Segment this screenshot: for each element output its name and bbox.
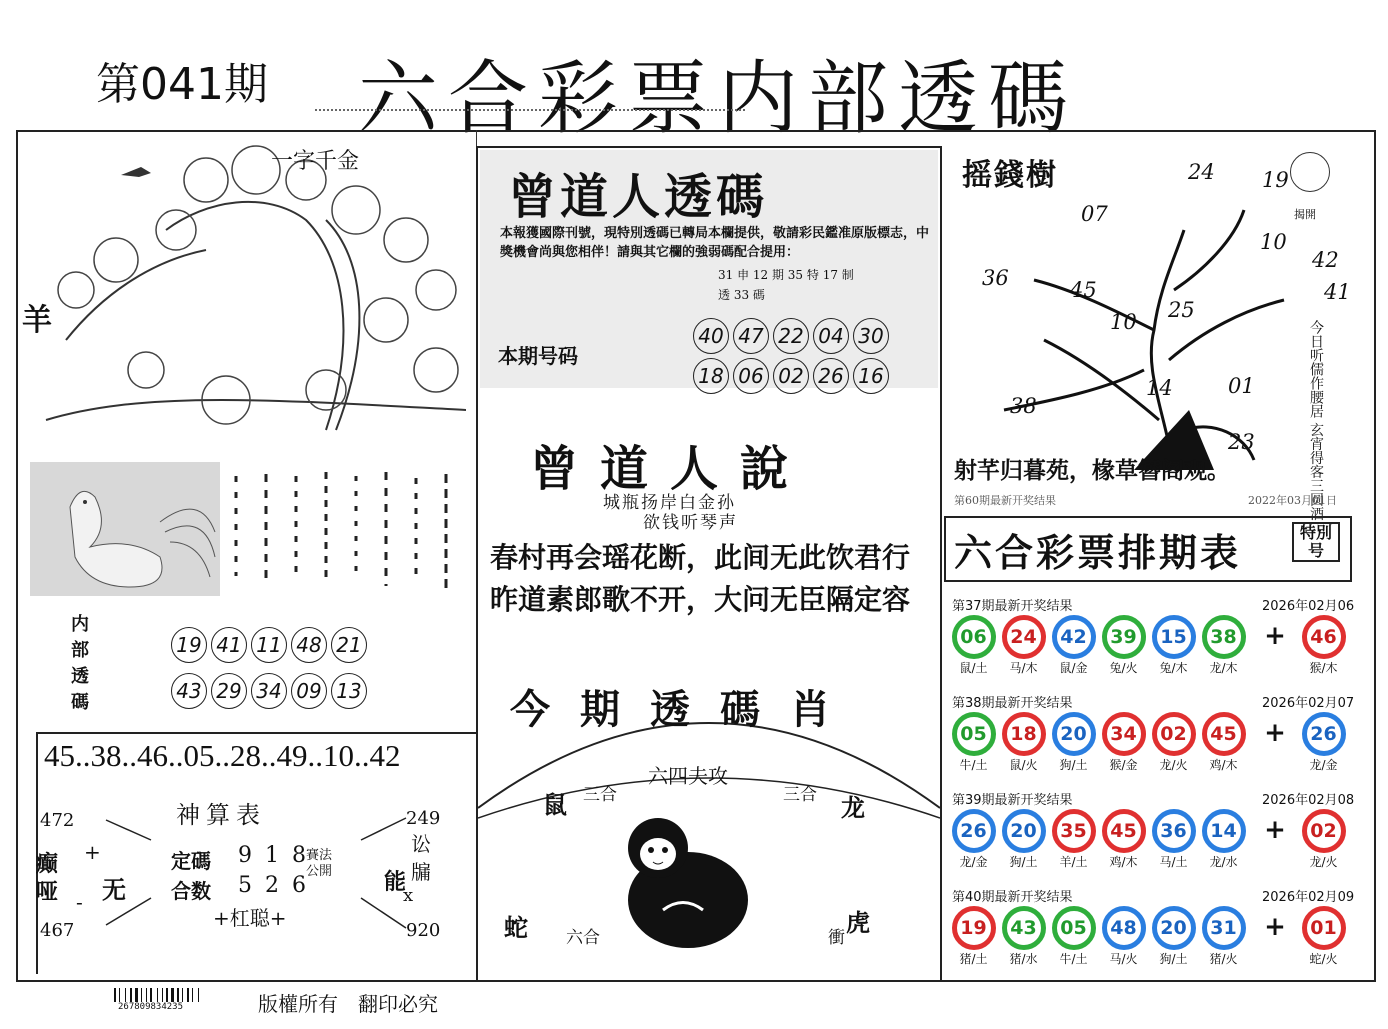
tree-num: 23 xyxy=(1228,430,1255,454)
x-mark: x xyxy=(403,885,414,906)
plus-mark: + xyxy=(84,840,101,864)
lottery-ball: 20 xyxy=(1152,906,1196,950)
zodiac-label: 马/土 xyxy=(1159,855,1188,869)
sanhe-left: 三合 xyxy=(583,785,617,805)
plus-separator: + xyxy=(1264,718,1286,748)
zodiac-label: 猪/水 xyxy=(1009,952,1038,966)
lottery-ball: 19 xyxy=(952,906,996,950)
lottery-ball: 20 xyxy=(1002,809,1046,853)
monkey-icon xyxy=(613,810,753,950)
char-long: 龙 xyxy=(841,793,865,822)
ball-cell xyxy=(950,809,997,870)
result-date: 2026年02月07 xyxy=(1262,696,1355,711)
zeng-ball: 18 xyxy=(693,358,729,394)
barcode-bar xyxy=(187,988,189,1002)
num-249: 249 xyxy=(406,808,441,829)
ball-cell xyxy=(1300,712,1347,773)
ball-cell xyxy=(1200,809,1247,870)
ball-cell xyxy=(1150,615,1197,676)
lottery-ball: 48 xyxy=(1102,906,1146,950)
tree-label: 一字千金 xyxy=(271,149,360,174)
lottery-ball: 35 xyxy=(1052,809,1096,853)
ball-cell xyxy=(950,906,997,967)
inner-ball: 19 xyxy=(171,627,207,663)
inner-ball: 43 xyxy=(171,673,207,709)
copyright: 版權所有 翻印必究 xyxy=(258,992,438,1016)
zeng-says-title: 曾道人說 xyxy=(530,441,811,497)
zodiac-label: 马/火 xyxy=(1109,952,1138,966)
tree-num: 41 xyxy=(1324,280,1351,304)
result-date: 2026年02月09 xyxy=(1262,890,1355,905)
zodiac-label: 兔/火 xyxy=(1109,661,1138,675)
shensuan-title: 神算表 xyxy=(176,801,266,829)
barcode-bar xyxy=(150,988,152,1002)
barcode-bar xyxy=(198,988,199,1002)
main-title: 六合彩票内部透碼 xyxy=(358,52,1078,145)
barcode-bar xyxy=(157,988,158,1002)
minus-mark: - xyxy=(76,890,83,914)
ball-cell xyxy=(1300,906,1347,967)
heshu-digits: 5 2 6 xyxy=(238,873,309,898)
tree-num: 10 xyxy=(1260,230,1287,254)
zodiac-label: 鼠/金 xyxy=(1059,661,1088,675)
ball-cell xyxy=(1100,906,1147,967)
char-she: 蛇 xyxy=(504,913,528,942)
poem-line-2: 昨道素郎歌不开，大问无臣隔定容 xyxy=(490,583,911,616)
ball-cell xyxy=(1150,809,1197,870)
left-chars: 癫 哑 xyxy=(36,851,59,905)
barcode-bar xyxy=(192,988,193,1002)
lottery-ball: 36 xyxy=(1152,809,1196,853)
char-hu: 虎 xyxy=(846,908,870,937)
barcode-bar xyxy=(130,988,132,1002)
ball-cell xyxy=(1200,615,1247,676)
lottery-ball: 26 xyxy=(952,809,996,853)
zodiac-label: 龙/金 xyxy=(959,855,988,869)
zeng-ball: 22 xyxy=(773,318,809,354)
zodiac-label: 猴/金 xyxy=(1109,758,1138,772)
result-row xyxy=(950,886,1360,983)
inner-ball: 34 xyxy=(251,673,287,709)
result-row xyxy=(950,789,1360,886)
tree-num: 01 xyxy=(1228,374,1255,398)
zeng-line-1: 城瓶扬岸白金孙 xyxy=(603,493,736,513)
zeng-ball: 40 xyxy=(693,318,729,354)
lottery-ball: 01 xyxy=(1302,906,1346,950)
ball-cell xyxy=(1000,615,1047,676)
result-date: 2026年02月06 xyxy=(1262,599,1355,614)
tiny-right: 2022年03月01日 xyxy=(1248,494,1337,507)
tree-num: 36 xyxy=(982,266,1009,290)
lottery-ball: 39 xyxy=(1102,615,1146,659)
right-chars-2: 讼 牖 xyxy=(411,832,431,884)
liusi: 六四夫攻 xyxy=(648,764,728,788)
number-sequence: 45..38..46..05..28..49..10..42 xyxy=(44,738,401,773)
zeng-notice: 本報獲國際刊號，現特別透碼已轉局本欄提供，敬請彩民鑑准原版標志，中獎機會尚與您相伴！請與其它欄的強弱碼配合提用： xyxy=(500,226,930,260)
num-472: 472 xyxy=(40,810,75,831)
inner-ball: 11 xyxy=(251,627,287,663)
lottery-ball: 46 xyxy=(1302,615,1346,659)
left-column xyxy=(16,130,477,978)
zodiac-label: 兔/木 xyxy=(1159,661,1188,675)
zeng-ball: 16 xyxy=(853,358,889,394)
lottery-ball: 05 xyxy=(1052,906,1096,950)
zeng-ball: 30 xyxy=(853,318,889,354)
result-title: 第37期最新开奖结果 xyxy=(952,599,1073,614)
lottery-ball: 31 xyxy=(1202,906,1246,950)
tree-verse: 今日听儒作腰居 玄宵得客三圆酒 xyxy=(1308,320,1324,521)
zodiac-label: 龙/水 xyxy=(1209,855,1238,869)
middle-column xyxy=(476,146,942,982)
lottery-ball: 18 xyxy=(1002,712,1046,756)
right-char: 能 xyxy=(384,869,407,895)
ball-cell xyxy=(1050,809,1097,870)
heshu-label: 合数 xyxy=(171,879,211,903)
num-920: 920 xyxy=(406,920,441,941)
result-row xyxy=(950,692,1360,789)
zodiac-label: 龙/火 xyxy=(1159,758,1188,772)
rooster-icon xyxy=(30,462,220,596)
tiny-left: 第60期最新开奖结果 xyxy=(954,494,1056,507)
zeng-line-2: 欲钱听琴声 xyxy=(643,513,738,533)
inner-ball: 21 xyxy=(331,627,367,663)
ball-cell xyxy=(1200,906,1247,967)
ball-cell xyxy=(1300,809,1347,870)
barcode-bar xyxy=(162,988,163,1002)
zodiac-label: 牛/土 xyxy=(1059,952,1088,966)
barcode-bar xyxy=(141,988,142,1002)
result-title: 第38期最新开奖结果 xyxy=(952,696,1073,711)
zodiac-label: 蛇/火 xyxy=(1309,952,1338,966)
lottery-ball: 06 xyxy=(952,615,996,659)
money-tree-title: 摇錢樹 xyxy=(962,158,1058,193)
zeng-ball: 26 xyxy=(813,358,849,394)
ball-cell xyxy=(1200,712,1247,773)
zodiac-label: 牛/土 xyxy=(959,758,988,772)
ball-cell xyxy=(1150,906,1197,967)
calligraphy-block xyxy=(226,466,466,594)
issue-number: 第041期 xyxy=(96,59,268,110)
sanhe-right: 三合 xyxy=(783,785,817,805)
inner-ball: 48 xyxy=(291,627,327,663)
tree-num: 42 xyxy=(1312,248,1339,272)
zeng-small-row: 31 申 12 期 35 特 17 制 透 33 碼 xyxy=(718,268,854,302)
lottery-ball: 20 xyxy=(1052,712,1096,756)
rooster-image xyxy=(30,462,220,596)
stamp-text: 揭開 xyxy=(1294,208,1316,221)
tree-num: 19 xyxy=(1262,168,1289,192)
ball-cell xyxy=(1100,809,1147,870)
header-fine-print xyxy=(315,109,745,121)
zodiac-label: 龙/金 xyxy=(1309,758,1338,772)
zodiac-label: 狗/土 xyxy=(1159,952,1188,966)
lottery-ball: 15 xyxy=(1152,615,1196,659)
zodiac-label: 龙/火 xyxy=(1309,855,1338,869)
barcode-bar xyxy=(177,988,179,1002)
tree-num: 24 xyxy=(1188,160,1215,184)
zodiac-label: 鼠/火 xyxy=(1009,758,1038,772)
zodiac-label: 马/木 xyxy=(1009,661,1038,675)
plus-separator: + xyxy=(1264,912,1286,942)
barcode-bar xyxy=(166,988,168,1002)
zodiac-label: 狗/土 xyxy=(1059,758,1088,772)
ball-cell xyxy=(1100,712,1147,773)
ball-cell xyxy=(1000,809,1047,870)
zodiac-label: 鼠/土 xyxy=(959,661,988,675)
ball-cell xyxy=(1100,615,1147,676)
inner-row-1 xyxy=(171,627,371,663)
lottery-ball: 14 xyxy=(1202,809,1246,853)
ball-cell xyxy=(1000,712,1047,773)
zeng-row-1 xyxy=(693,318,893,354)
tree-illustration xyxy=(26,140,466,445)
ball-cell xyxy=(1300,615,1347,676)
special-label: 特別号 xyxy=(1292,522,1340,562)
tree-num: 25 xyxy=(1168,298,1195,322)
tree-num: 45 xyxy=(1070,278,1097,302)
lottery-ball: 38 xyxy=(1202,615,1246,659)
lottery-ball: 43 xyxy=(1002,906,1046,950)
zeng-title: 曾道人透碼 xyxy=(508,169,769,225)
lottery-ball: 05 xyxy=(952,712,996,756)
side-char: 羊 xyxy=(22,303,52,338)
barcode-bar xyxy=(182,988,183,1002)
zodiac-label: 龙/木 xyxy=(1209,661,1238,675)
lottery-ball: 24 xyxy=(1002,615,1046,659)
tree-num: 10 xyxy=(1110,310,1137,334)
right-column xyxy=(944,130,1372,978)
zodiac-label: 猴/木 xyxy=(1309,661,1338,675)
result-title: 第39期最新开奖结果 xyxy=(952,793,1073,808)
result-date: 2026年02月08 xyxy=(1262,793,1355,808)
barcode-bar xyxy=(146,988,147,1002)
zeng-ball: 02 xyxy=(773,358,809,394)
lottery-ball: 45 xyxy=(1202,712,1246,756)
zodiac-label: 鸡/木 xyxy=(1209,758,1238,772)
plus-separator: + xyxy=(1264,621,1286,651)
zodiac-label: 狗/土 xyxy=(1009,855,1038,869)
barcode-bar xyxy=(114,988,116,1002)
liuhe: 六合 xyxy=(566,928,600,948)
zeng-row-2 xyxy=(693,358,893,394)
mid-small-chars: 賽法 公開 xyxy=(306,848,333,879)
result-row xyxy=(950,595,1360,692)
tree-caption: 射芊归暮苑，椽草簪阁观。 xyxy=(954,457,1230,484)
lottery-ball: 42 xyxy=(1052,615,1096,659)
inner-row-2 xyxy=(171,673,371,709)
ball-cell xyxy=(950,615,997,676)
result-title: 第40期最新开奖结果 xyxy=(952,890,1073,905)
tree-num: 14 xyxy=(1146,376,1173,400)
jinqi-title: 今期透碼肖 xyxy=(510,686,860,733)
ball-cell xyxy=(1150,712,1197,773)
ball-cell xyxy=(1050,615,1097,676)
num-467: 467 xyxy=(40,920,75,941)
ball-cell xyxy=(1050,712,1097,773)
dingma-digits: 9 1 8 xyxy=(238,843,309,868)
ball-cell xyxy=(1050,906,1097,967)
inner-ball: 41 xyxy=(211,627,247,663)
lottery-ball: 45 xyxy=(1102,809,1146,853)
inner-label: 内部透碼 xyxy=(71,614,89,713)
dumingcong: +杠聪+ xyxy=(213,906,287,930)
barcode-number: 267809834235 xyxy=(118,1002,184,1012)
lottery-ball: 34 xyxy=(1102,712,1146,756)
inner-ball: 13 xyxy=(331,673,367,709)
schedule-title: 六合彩票排期表 xyxy=(954,530,1242,575)
ball-cell xyxy=(1000,906,1047,967)
lottery-ball: 02 xyxy=(1302,809,1346,853)
barcode-bar xyxy=(125,988,126,1002)
inner-ball: 29 xyxy=(211,673,247,709)
barcode-bar xyxy=(119,988,120,1002)
lottery-ball: 26 xyxy=(1302,712,1346,756)
zeng-ball: 04 xyxy=(813,318,849,354)
lottery-ball: 02 xyxy=(1152,712,1196,756)
barcode-bar xyxy=(135,988,138,1002)
bengao-label: 本期号码 xyxy=(498,344,578,368)
dingma-label: 定碼 xyxy=(171,849,211,873)
char-shu: 鼠 xyxy=(543,790,567,819)
barcode-bar xyxy=(171,988,174,1002)
results-table xyxy=(950,595,1360,983)
zodiac-label: 鸡/木 xyxy=(1109,855,1138,869)
ball-cell xyxy=(950,712,997,773)
inner-ball: 09 xyxy=(291,673,327,709)
tree-num: 07 xyxy=(1081,202,1108,226)
tree-num: 38 xyxy=(1010,394,1037,418)
zodiac-label: 猪/土 xyxy=(959,952,988,966)
char-wu: 无 xyxy=(102,875,126,904)
poem-line-1: 春村再会瑶花断，此间无此饮君行 xyxy=(490,541,911,574)
chong: 衝 xyxy=(828,928,845,948)
zodiac-label: 羊/土 xyxy=(1059,855,1088,869)
zodiac-label: 猪/火 xyxy=(1209,952,1238,966)
plus-separator: + xyxy=(1264,815,1286,845)
zeng-ball: 06 xyxy=(733,358,769,394)
zeng-ball: 47 xyxy=(733,318,769,354)
